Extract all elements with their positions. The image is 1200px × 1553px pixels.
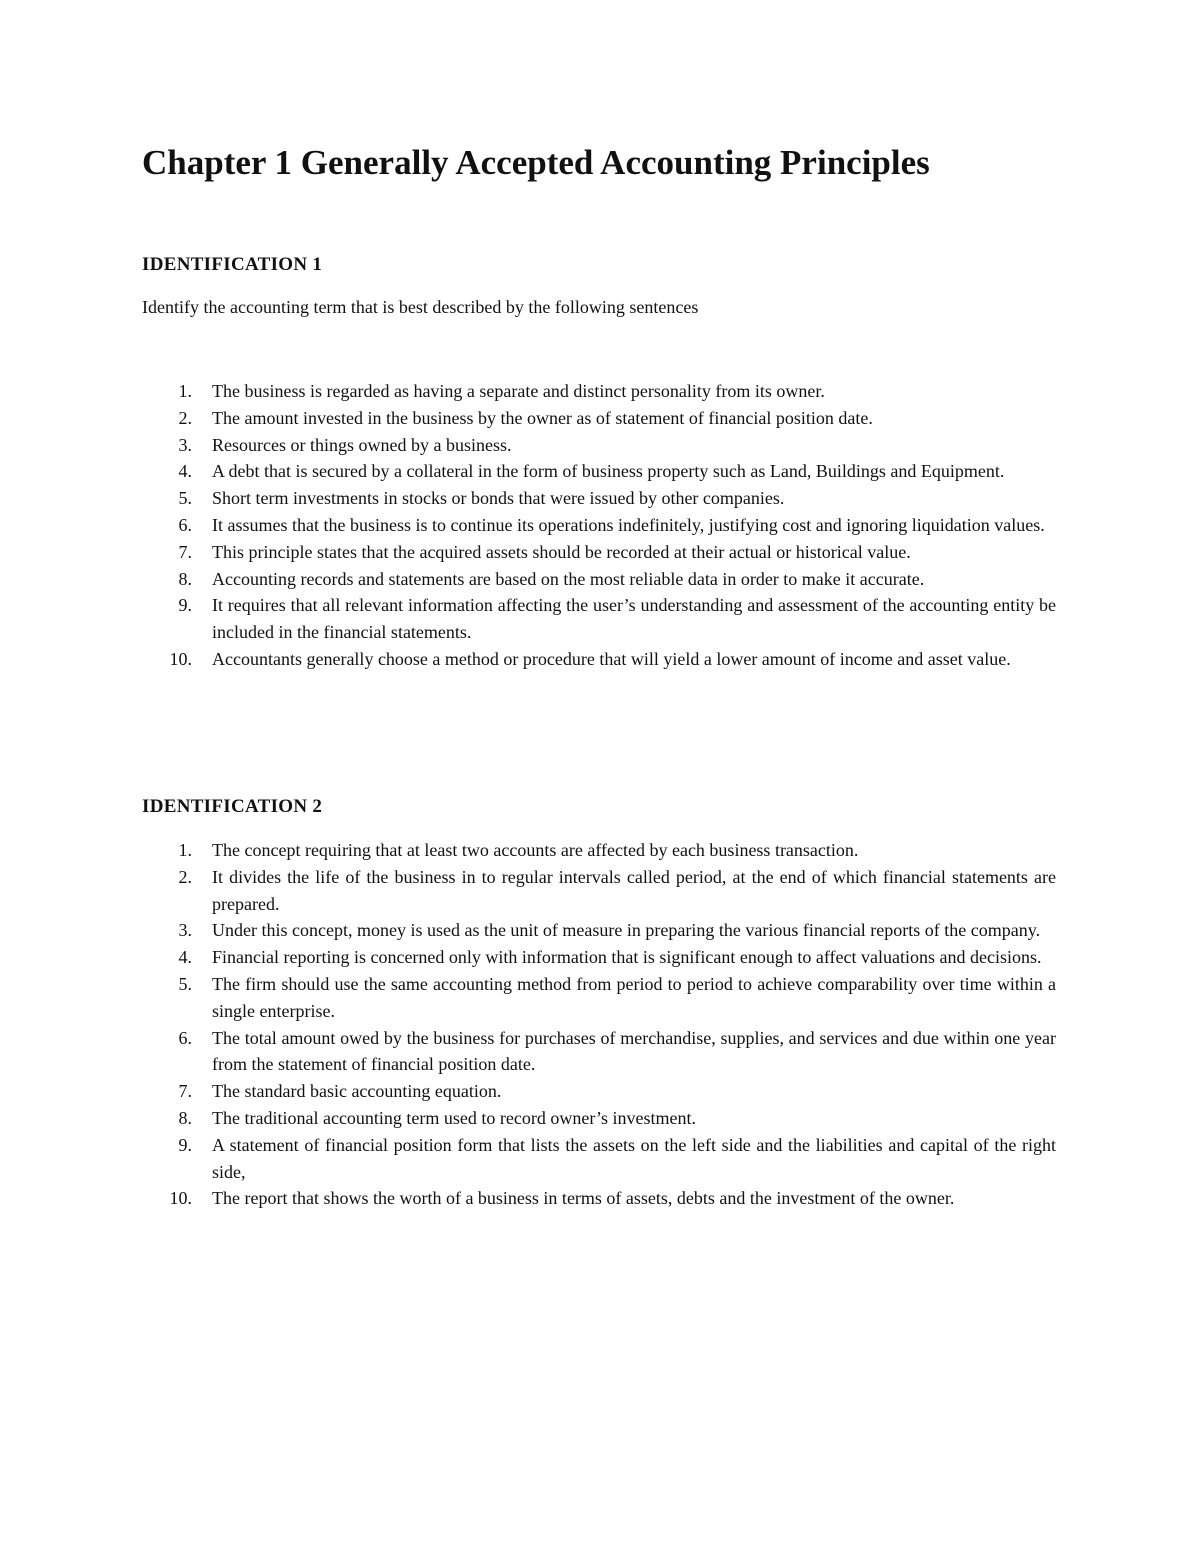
- list-item-number: 7.: [178, 1081, 192, 1102]
- list-item-number: 6.: [178, 1027, 192, 1048]
- list-item-number: 9.: [178, 1134, 192, 1155]
- list-item-number: 4.: [178, 461, 192, 482]
- list-item-text: Accounting records and statements are based on the most reliable data in order to make it accurate.: [212, 568, 925, 589]
- list-item-text: The firm should use the same accounting method from period to period to achieve comparability over time within a single enterprise.: [212, 973, 1056, 1021]
- section-heading-identification-1: IDENTIFICATION 1: [142, 254, 323, 275]
- list-item: [142, 1132, 1056, 1186]
- list-item: [142, 432, 1056, 459]
- list-item: [142, 944, 1056, 971]
- list-item: [142, 1185, 1056, 1212]
- list-item: [142, 566, 1056, 593]
- list-item-text: Short term investments in stocks or bonds that were issued by other companies.: [212, 488, 785, 509]
- list-item-number: 5.: [178, 973, 192, 994]
- list-item: [142, 837, 1056, 864]
- list-item: [142, 917, 1056, 944]
- list-item-number: 7.: [178, 541, 192, 562]
- list-item-text: Resources or things owned by a business.: [212, 434, 512, 455]
- section-heading-identification-2: IDENTIFICATION 2: [142, 796, 323, 817]
- list-item-number: 10.: [169, 648, 192, 669]
- list-item-number: 9.: [178, 595, 192, 616]
- list-item: [142, 485, 1056, 512]
- list-item-number: 3.: [178, 920, 192, 941]
- list-item-number: 2.: [178, 407, 192, 428]
- list-item: [142, 512, 1056, 539]
- list-item: [142, 539, 1056, 566]
- list-item-text: The traditional accounting term used to record owner’s investment.: [212, 1107, 697, 1128]
- list-item: [142, 405, 1056, 432]
- list-item-number: 3.: [178, 434, 192, 455]
- list-item-text: The amount invested in the business by the owner as of statement of financial position date.: [212, 407, 873, 428]
- list-item-text: The total amount owed by the business for purchases of merchandise, supplies, and services and due within one year from the statement of financial position date.: [212, 1027, 1056, 1075]
- list-item-text: Under this concept, money is used as the unit of measure in preparing the various financial reports of the company.: [212, 920, 1041, 941]
- list-item-number: 2.: [178, 866, 192, 887]
- list-item-number: 1.: [178, 840, 192, 860]
- list-item: [142, 864, 1056, 918]
- list-item-text: A statement of financial position form that lists the assets on the left side and the liabilities and capital of the right side,: [212, 1134, 1056, 1182]
- list-item-text: It divides the life of the business in to regular intervals called period, at the end of which financial statements are prepared.: [212, 866, 1056, 914]
- list-item-text: The business is regarded as having a separate and distinct personality from its owner.: [212, 381, 825, 401]
- list-item: [142, 1025, 1056, 1079]
- list-item-text: Financial reporting is concerned only with information that is significant enough to affect valuations and decisions.: [212, 947, 1042, 968]
- list-item-number: 1.: [178, 381, 192, 401]
- list-item-text: It assumes that the business is to continue its operations indefinitely, justifying cost and ignoring liquidation values.: [212, 514, 1045, 535]
- list-item: [142, 1105, 1056, 1132]
- list-item-text: The concept requiring that at least two accounts are affected by each business transaction.: [212, 840, 859, 860]
- list-item-number: 8.: [178, 568, 192, 589]
- list-item-text: A debt that is secured by a collateral in the form of business property such as Land, Buildings and Equipment.: [212, 461, 1005, 482]
- list-item-text: The standard basic accounting equation.: [212, 1081, 502, 1102]
- list-item-number: 4.: [178, 947, 192, 968]
- page-title: Chapter 1 Generally Accepted Accounting Principles: [142, 143, 930, 182]
- list-item: [142, 1078, 1056, 1105]
- list-item-text: It requires that all relevant information affecting the user’s understanding and assessment of the accounting entity be included in the financial statements.: [212, 595, 1056, 643]
- list-item-number: 6.: [178, 514, 192, 535]
- list-item-number: 10.: [169, 1188, 192, 1209]
- list-item-number: 5.: [178, 488, 192, 509]
- list-item-text: Accountants generally choose a method or procedure that will yield a lower amount of income and asset value.: [212, 648, 1011, 669]
- list-item: [142, 646, 1056, 673]
- list-item: [142, 592, 1056, 646]
- identification-1-list: [142, 378, 1056, 673]
- list-item: [142, 378, 1056, 405]
- list-item-text: This principle states that the acquired assets should be recorded at their actual or historical value.: [212, 541, 911, 562]
- section-instruction: Identify the accounting term that is best described by the following sentences: [142, 297, 699, 317]
- list-item-text: The report that shows the worth of a business in terms of assets, debts and the investment of the owner.: [212, 1188, 955, 1209]
- list-item-number: 8.: [178, 1107, 192, 1128]
- list-item: [142, 971, 1056, 1025]
- identification-2-list: [142, 837, 1056, 1212]
- list-item: [142, 458, 1056, 485]
